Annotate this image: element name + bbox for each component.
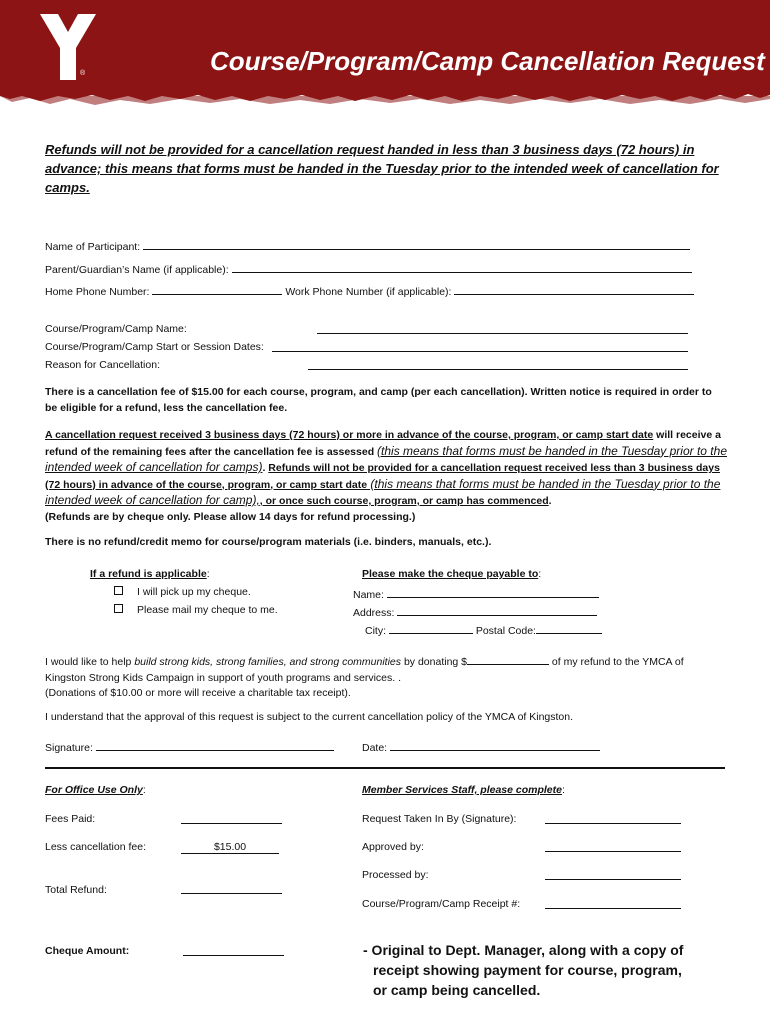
- cheque-amount-field[interactable]: [183, 944, 284, 956]
- payee-name-field[interactable]: [387, 586, 599, 598]
- final-note-line2: receipt showing payment for course, program,: [373, 962, 682, 978]
- final-note: [363, 940, 683, 1000]
- materials-note: There is no refund/credit memo for course/program materials (i.e. binders, manuals, etc.).: [45, 536, 492, 548]
- receipt-field[interactable]: [545, 897, 681, 909]
- refund-heading-text: If a refund is applicable: [90, 568, 207, 580]
- mail-option[interactable]: [114, 604, 278, 616]
- office-heading-colon: :: [142, 784, 146, 796]
- payee-address-field[interactable]: [397, 604, 597, 616]
- pickup-checkbox[interactable]: [114, 586, 123, 595]
- policy-camp-note: (this means that forms must be handed in the Tuesday prior to the intended week of cancellation for camp),: [45, 476, 721, 507]
- course-name-field[interactable]: [317, 322, 688, 334]
- page-title: Course/Program/Camp Cancellation Request: [210, 46, 765, 76]
- donation-line2: Kingston Strong Kids Campaign in support of youth programs and services. .: [45, 671, 402, 684]
- payee-address-row: [353, 604, 597, 619]
- policy-period: .: [262, 462, 269, 474]
- pickup-label: I will pick up my cheque.: [137, 586, 251, 598]
- donation-part3: of my refund to the YMCA of: [549, 656, 684, 668]
- work-phone-field[interactable]: [454, 283, 694, 295]
- fees-paid-field[interactable]: [181, 812, 282, 824]
- refund-heading: [90, 568, 210, 580]
- payee-city-label: City:: [365, 625, 386, 637]
- guardian-field[interactable]: [232, 261, 692, 273]
- payee-name-label: Name:: [353, 589, 384, 601]
- date-field[interactable]: [390, 739, 600, 751]
- staff-heading: [362, 784, 565, 796]
- participant-field[interactable]: [143, 238, 690, 250]
- refund-warning: Refunds will not be provided for a cancellation request handed in less than 3 business days (72 hours) in advance; this means that forms must be handed in the Tuesday prior to the intended week of cancellation for camps.: [45, 142, 719, 195]
- donation-text: [45, 653, 735, 702]
- dates-label: Course/Program/Camp Start or Session Dates:: [45, 341, 264, 353]
- signature-row: [45, 739, 334, 754]
- donation-line3: (Donations of $10.00 or more will receive a charitable tax receipt).: [45, 687, 351, 699]
- dates-field[interactable]: [272, 340, 688, 352]
- payee-address-label: Address:: [353, 607, 395, 619]
- total-refund-field[interactable]: [181, 882, 282, 894]
- mail-checkbox[interactable]: [114, 604, 123, 613]
- final-note-line3: or camp being cancelled.: [373, 982, 541, 998]
- less-fee-value: $15.00: [181, 841, 279, 854]
- reason-label: Reason for Cancellation:: [45, 359, 160, 371]
- understand-text: I understand that the approval of this request is subject to the current cancellation policy of the YMCA of Kingston.: [45, 711, 574, 723]
- final-note-line1: - Original to Dept. Manager, along with a copy of: [363, 942, 684, 958]
- payee-city-row: [365, 622, 602, 637]
- phone-row: [45, 283, 694, 298]
- payee-postal-field[interactable]: [536, 622, 602, 634]
- policy-refund-text: will receive a refund of the remaining fees after the cancellation fee is assessed: [45, 429, 721, 458]
- refund-heading-colon: :: [206, 568, 210, 580]
- course-name-label: Course/Program/Camp Name:: [45, 323, 187, 335]
- payee-postal-label: Postal Code:: [475, 625, 536, 637]
- payable-heading-colon: :: [538, 568, 542, 580]
- home-phone-label: Home Phone Number:: [45, 286, 150, 298]
- office-divider: [45, 767, 725, 769]
- policy-advance-text: A cancellation request received 3 business days (72 hours) or more in advance of the course, program, or camp start date: [45, 429, 654, 441]
- staff-heading-text: Member Services Staff, please complete: [362, 784, 562, 796]
- office-heading: [45, 784, 146, 796]
- approved-by-label: Approved by:: [362, 841, 424, 853]
- date-label: Date:: [362, 742, 388, 754]
- processed-by-field[interactable]: [545, 868, 681, 880]
- registered-mark: ®: [80, 70, 86, 77]
- fees-paid-label: Fees Paid:: [45, 813, 96, 825]
- date-row: [362, 739, 600, 754]
- donation-part1: I would like to help: [45, 656, 135, 668]
- guardian-label: Parent/Guardian’s Name (if applicable):: [45, 264, 229, 276]
- taken-by-label: Request Taken In By (Signature):: [362, 813, 517, 825]
- donation-part2: by donating $: [401, 656, 467, 668]
- approved-by-field[interactable]: [545, 840, 681, 852]
- taken-by-field[interactable]: [545, 812, 681, 824]
- receipt-label: Course/Program/Camp Receipt #:: [362, 898, 521, 910]
- donation-amount-field[interactable]: [467, 653, 549, 665]
- payee-city-field[interactable]: [389, 622, 473, 634]
- mail-label: Please mail my cheque to me.: [137, 604, 278, 616]
- staff-heading-colon: :: [561, 784, 565, 796]
- guardian-row: [45, 261, 692, 276]
- donation-slogan: build strong kids, strong families, and strong communities: [134, 656, 402, 668]
- policy-tuesday-note: (this means that forms must be handed in the Tuesday prior to the intended week of cancellation for camps): [45, 443, 727, 474]
- ymca-logo: [40, 14, 96, 80]
- signature-field[interactable]: [96, 739, 334, 751]
- payable-heading: [362, 568, 541, 580]
- cheque-note: (Refunds are by cheque only. Please allow 14 days for refund processing.): [45, 510, 416, 523]
- less-fee-label: Less cancellation fee:: [45, 841, 146, 853]
- payee-name-row: [353, 586, 599, 601]
- total-refund-label: Total Refund:: [45, 884, 107, 896]
- fee-notice: There is a cancellation fee of $15.00 for each course, program, and camp (per each cancellation). Written notice is required in order to be eligible for a refund, less the cancellation fee.: [45, 386, 712, 414]
- work-phone-label: Work Phone Number (if applicable):: [285, 286, 452, 298]
- policy-end: .: [548, 495, 552, 507]
- policy-text: [45, 428, 730, 525]
- signature-label: Signature:: [45, 742, 93, 754]
- pickup-option[interactable]: [114, 586, 251, 598]
- policy-no-refund-text: Refunds will not be provided for a cancellation request received less than 3 business days (72 hours) in advance of the course, program, or camp start date: [45, 462, 720, 491]
- payable-heading-text: Please make the cheque payable to: [362, 568, 539, 580]
- office-heading-text: For Office Use Only: [45, 784, 143, 796]
- cheque-amount-label: Cheque Amount:: [45, 945, 130, 957]
- participant-label: Name of Participant:: [45, 241, 141, 253]
- processed-by-label: Processed by:: [362, 869, 429, 881]
- participant-row: [45, 238, 690, 253]
- policy-commenced-text: , or once such course, program, or camp has commenced: [259, 495, 549, 507]
- home-phone-field[interactable]: [152, 283, 282, 295]
- reason-field[interactable]: [308, 358, 688, 370]
